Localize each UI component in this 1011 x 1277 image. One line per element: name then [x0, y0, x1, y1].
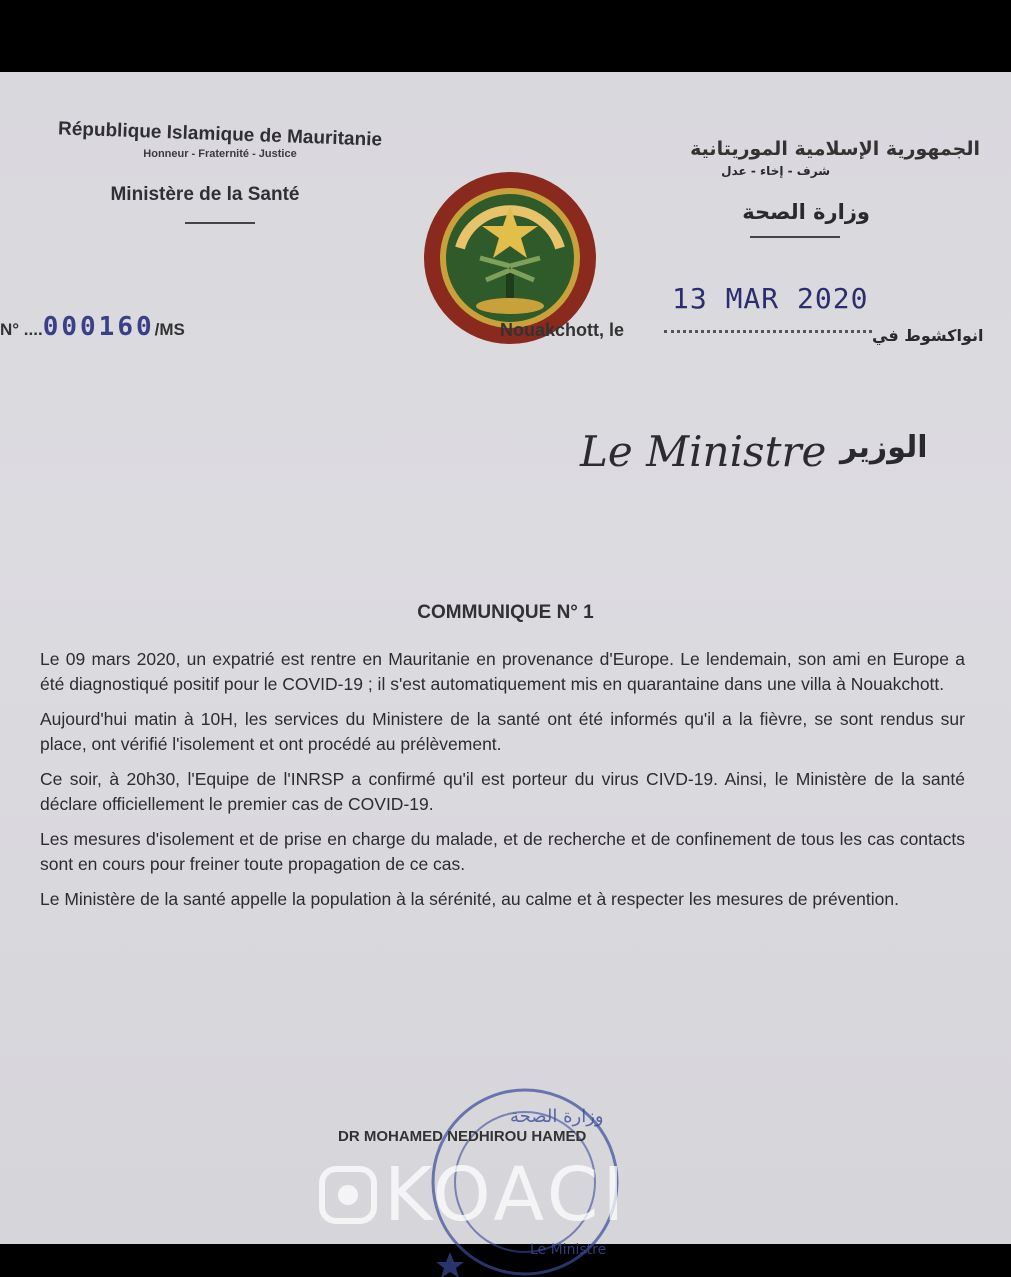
motto-ar: شرف - إخاء - عدل: [721, 164, 830, 178]
stamp-text-ar: وزارة الصحة: [510, 1106, 604, 1127]
signatory-name: DR MOHAMED NEDHIROU HAMED: [338, 1128, 587, 1145]
ministry-name-ar: وزارة الصحة: [742, 200, 870, 224]
paragraph: Les mesures d'isolement et de prise en charge du malade, et de recherche et de confinement de tous les cas contacts sont en cours pour freiner toute propagation de ce cas.: [40, 829, 965, 874]
paragraph: Aujourd'hui matin à 10H, les services du Ministere de la santé ont été informés qu'il a la fièvre, se sont rendus sur place, ont vérifié l'isolement et ont procédé au prélèvement.: [40, 709, 965, 754]
reference-prefix: N° ....: [0, 320, 43, 339]
author-title-fr: Le Ministre: [580, 427, 827, 476]
motto-fr: Honneur - Fraternité - Justice: [143, 148, 297, 160]
author-title-ar: الوزير: [840, 430, 928, 465]
watermark-text: KOACI: [384, 1152, 629, 1238]
date-place-fr: Nouakchott, le: [500, 320, 625, 340]
watermark: [320, 1152, 628, 1238]
stamp-text-fr: Le Ministre: [530, 1242, 607, 1258]
reference-value: 000160: [42, 312, 155, 342]
header-arabic: [590, 138, 980, 238]
republic-name-ar: الجمهورية الإسلامية الموريتانية: [690, 138, 980, 160]
header-rule-ar: [750, 236, 840, 238]
paragraph: Le Ministère de la santé appelle la population à la sérénité, au calme et à respecter les mesures de prévention.: [40, 889, 899, 909]
header-rule-fr: [185, 222, 255, 224]
communique-title: COMMUNIQUE N° 1: [417, 602, 594, 623]
paragraph: Le 09 mars 2020, un expatrié est rentre en Mauritanie en provenance d'Europe. Le lendemain, son ami en Europe a été diagnostiqué positif pour le COVID-19 ; il s'est automatiquement mis en quarantaine dans une villa à Nouakchott.: [40, 649, 965, 694]
reference-suffix: /MS: [154, 320, 185, 339]
koaci-logo-icon: [320, 1167, 376, 1223]
reference-number: [0, 312, 185, 342]
header-french: [20, 118, 420, 224]
republic-name-fr: République Islamique de Mauritanie: [57, 118, 383, 151]
date-dotted-line: [664, 330, 872, 333]
paragraph: Ce soir, à 20h30, l'Equipe de l'INRSP a confirmé qu'il est porteur du virus CIVD-19. Ainsi, le Ministère de la santé déclare officiellement le premier cas de COVID-19.: [40, 769, 965, 814]
date-stamp: 13 MAR 2020: [672, 282, 869, 315]
communique-body: [40, 647, 965, 922]
ministry-name-fr: Ministère de la Santé: [110, 184, 300, 205]
document-page: [0, 72, 1011, 1258]
date-place-ar: انواكشوط في: [872, 326, 984, 345]
